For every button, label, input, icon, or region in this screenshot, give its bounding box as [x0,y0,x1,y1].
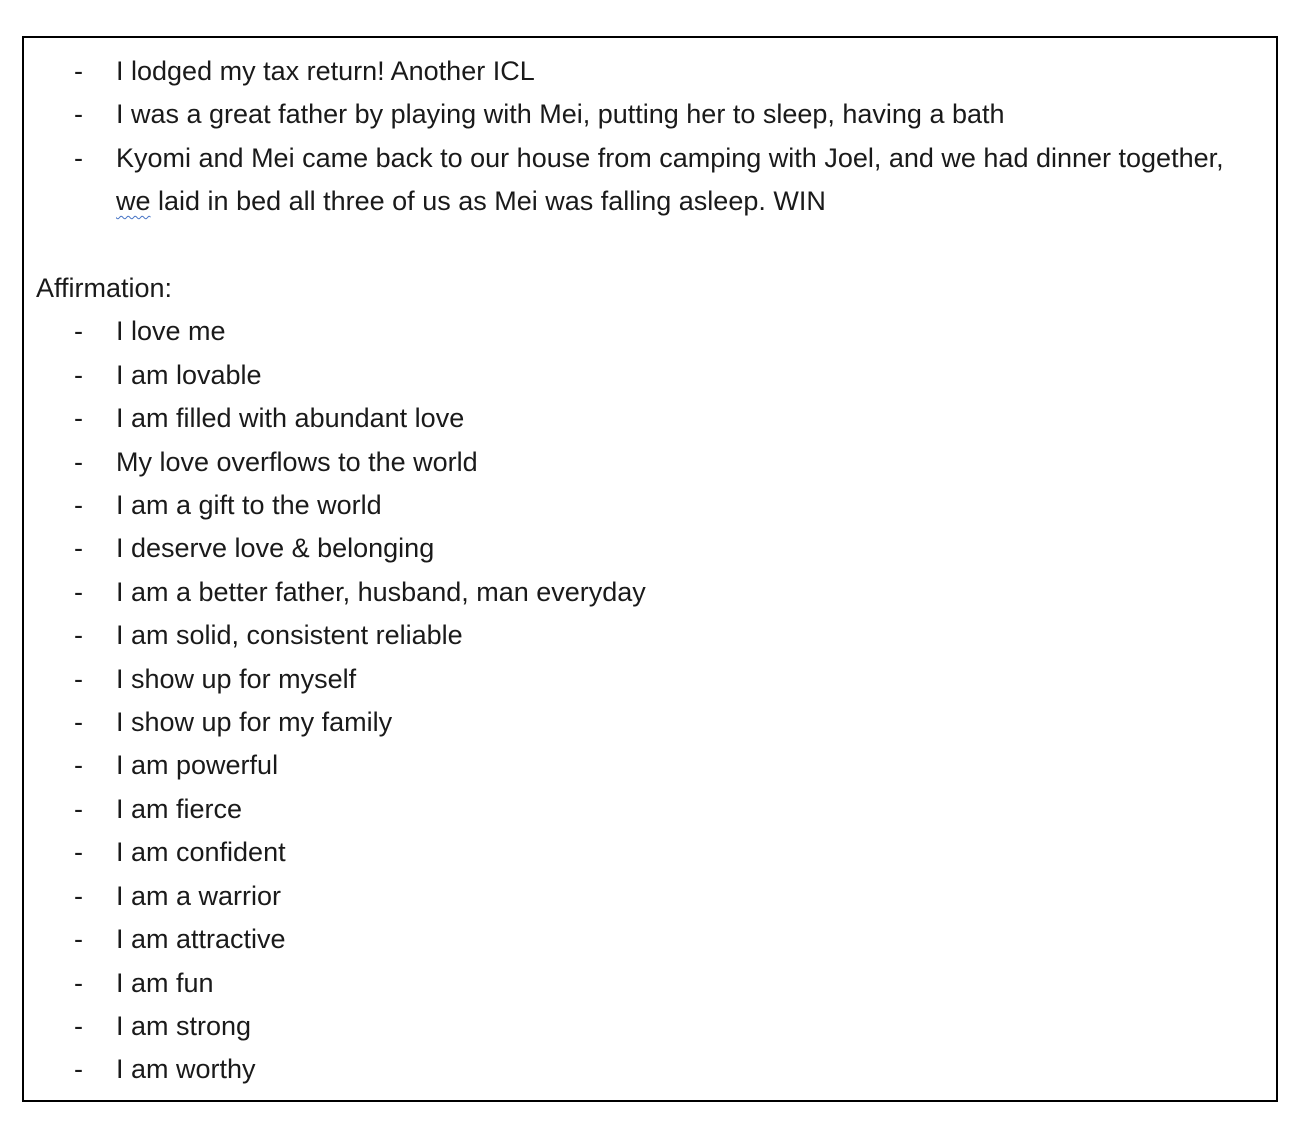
bullet-dash: - [74,1010,83,1041]
list-item [36,614,1256,657]
bullet-dash: - [74,707,83,738]
affirmation-item: I deserve love & belonging [116,533,435,564]
affirmation-item: I am a warrior [116,880,282,911]
affirmation-item: I am lovable [116,359,262,390]
affirmation-item: I am fun [116,967,214,998]
bullet-dash: - [74,837,83,868]
document-content [36,50,1256,1092]
bullet-dash: - [74,1054,83,1085]
bullet-dash: - [74,490,83,521]
affirmation-item: I am solid, consistent reliable [116,620,463,651]
list-item [36,744,1256,787]
affirmation-item: I am a gift to the world [116,490,382,521]
bullet-dash: - [74,880,83,911]
bullet-dash: - [74,56,83,86]
bullet-dash: - [74,620,83,651]
document-box [22,36,1278,1102]
win-item-3 [116,137,1256,224]
blank-line [36,224,1256,267]
win-item-3-part-2: laid in bed all three of us as Mei was falling asleep. WIN [150,186,826,217]
affirmation-list [36,310,1256,1091]
win-item-1: I lodged my tax return! Another ICL [116,56,535,86]
bullet-dash: - [74,99,83,130]
win-item-3-part-1: Kyomi and Mei came back to our house from camping with Joel, and we had dinner together, [116,142,1224,173]
list-item [36,310,1256,353]
bullet-dash: - [74,142,83,173]
list-item [36,962,1256,1005]
win-item-2: I was a great father by playing with Mei, putting her to sleep, having a bath [116,99,1005,130]
list-item [36,527,1256,570]
bullet-dash: - [74,533,83,564]
affirmation-item: I am worthy [116,1054,256,1085]
bullet-dash: - [74,576,83,607]
list-item [36,788,1256,831]
affirmation-item: I show up for my family [116,707,393,738]
list-item [36,1048,1256,1091]
affirmation-item: I am powerful [116,750,279,781]
bullet-dash: - [74,924,83,955]
affirmation-item: I am strong [116,1010,252,1041]
list-item [36,397,1256,440]
affirmation-item: I am attractive [116,924,286,955]
affirmation-item: I am filled with abundant love [116,403,465,434]
bullet-dash: - [74,403,83,434]
bullet-dash: - [74,446,83,477]
affirmation-heading: Affirmation: [36,273,173,304]
affirmation-item: My love overflows to the world [116,446,478,477]
list-item [36,484,1256,527]
affirmation-item: I am a better father, husband, man everyday [116,576,646,607]
bullet-dash: - [74,967,83,998]
list-item [36,441,1256,484]
bullet-dash: - [74,750,83,781]
list-item [36,571,1256,614]
bullet-dash: - [74,793,83,824]
list-item [36,354,1256,397]
affirmation-item: I am fierce [116,793,243,824]
bullet-dash: - [74,663,83,694]
list-item [36,701,1256,744]
affirmation-item: I love me [116,316,226,347]
list-item [36,875,1256,918]
list-item [36,658,1256,701]
list-item [36,137,1256,224]
list-item [36,831,1256,874]
list-item [36,93,1256,136]
bullet-dash: - [74,316,83,347]
list-item [36,50,1256,93]
affirmation-item: I am confident [116,837,286,868]
affirmation-item: I show up for myself [116,663,357,694]
list-item [36,918,1256,961]
bullet-dash: - [74,359,83,390]
list-item [36,1005,1256,1048]
spellcheck-flagged-word[interactable]: we [116,186,151,217]
